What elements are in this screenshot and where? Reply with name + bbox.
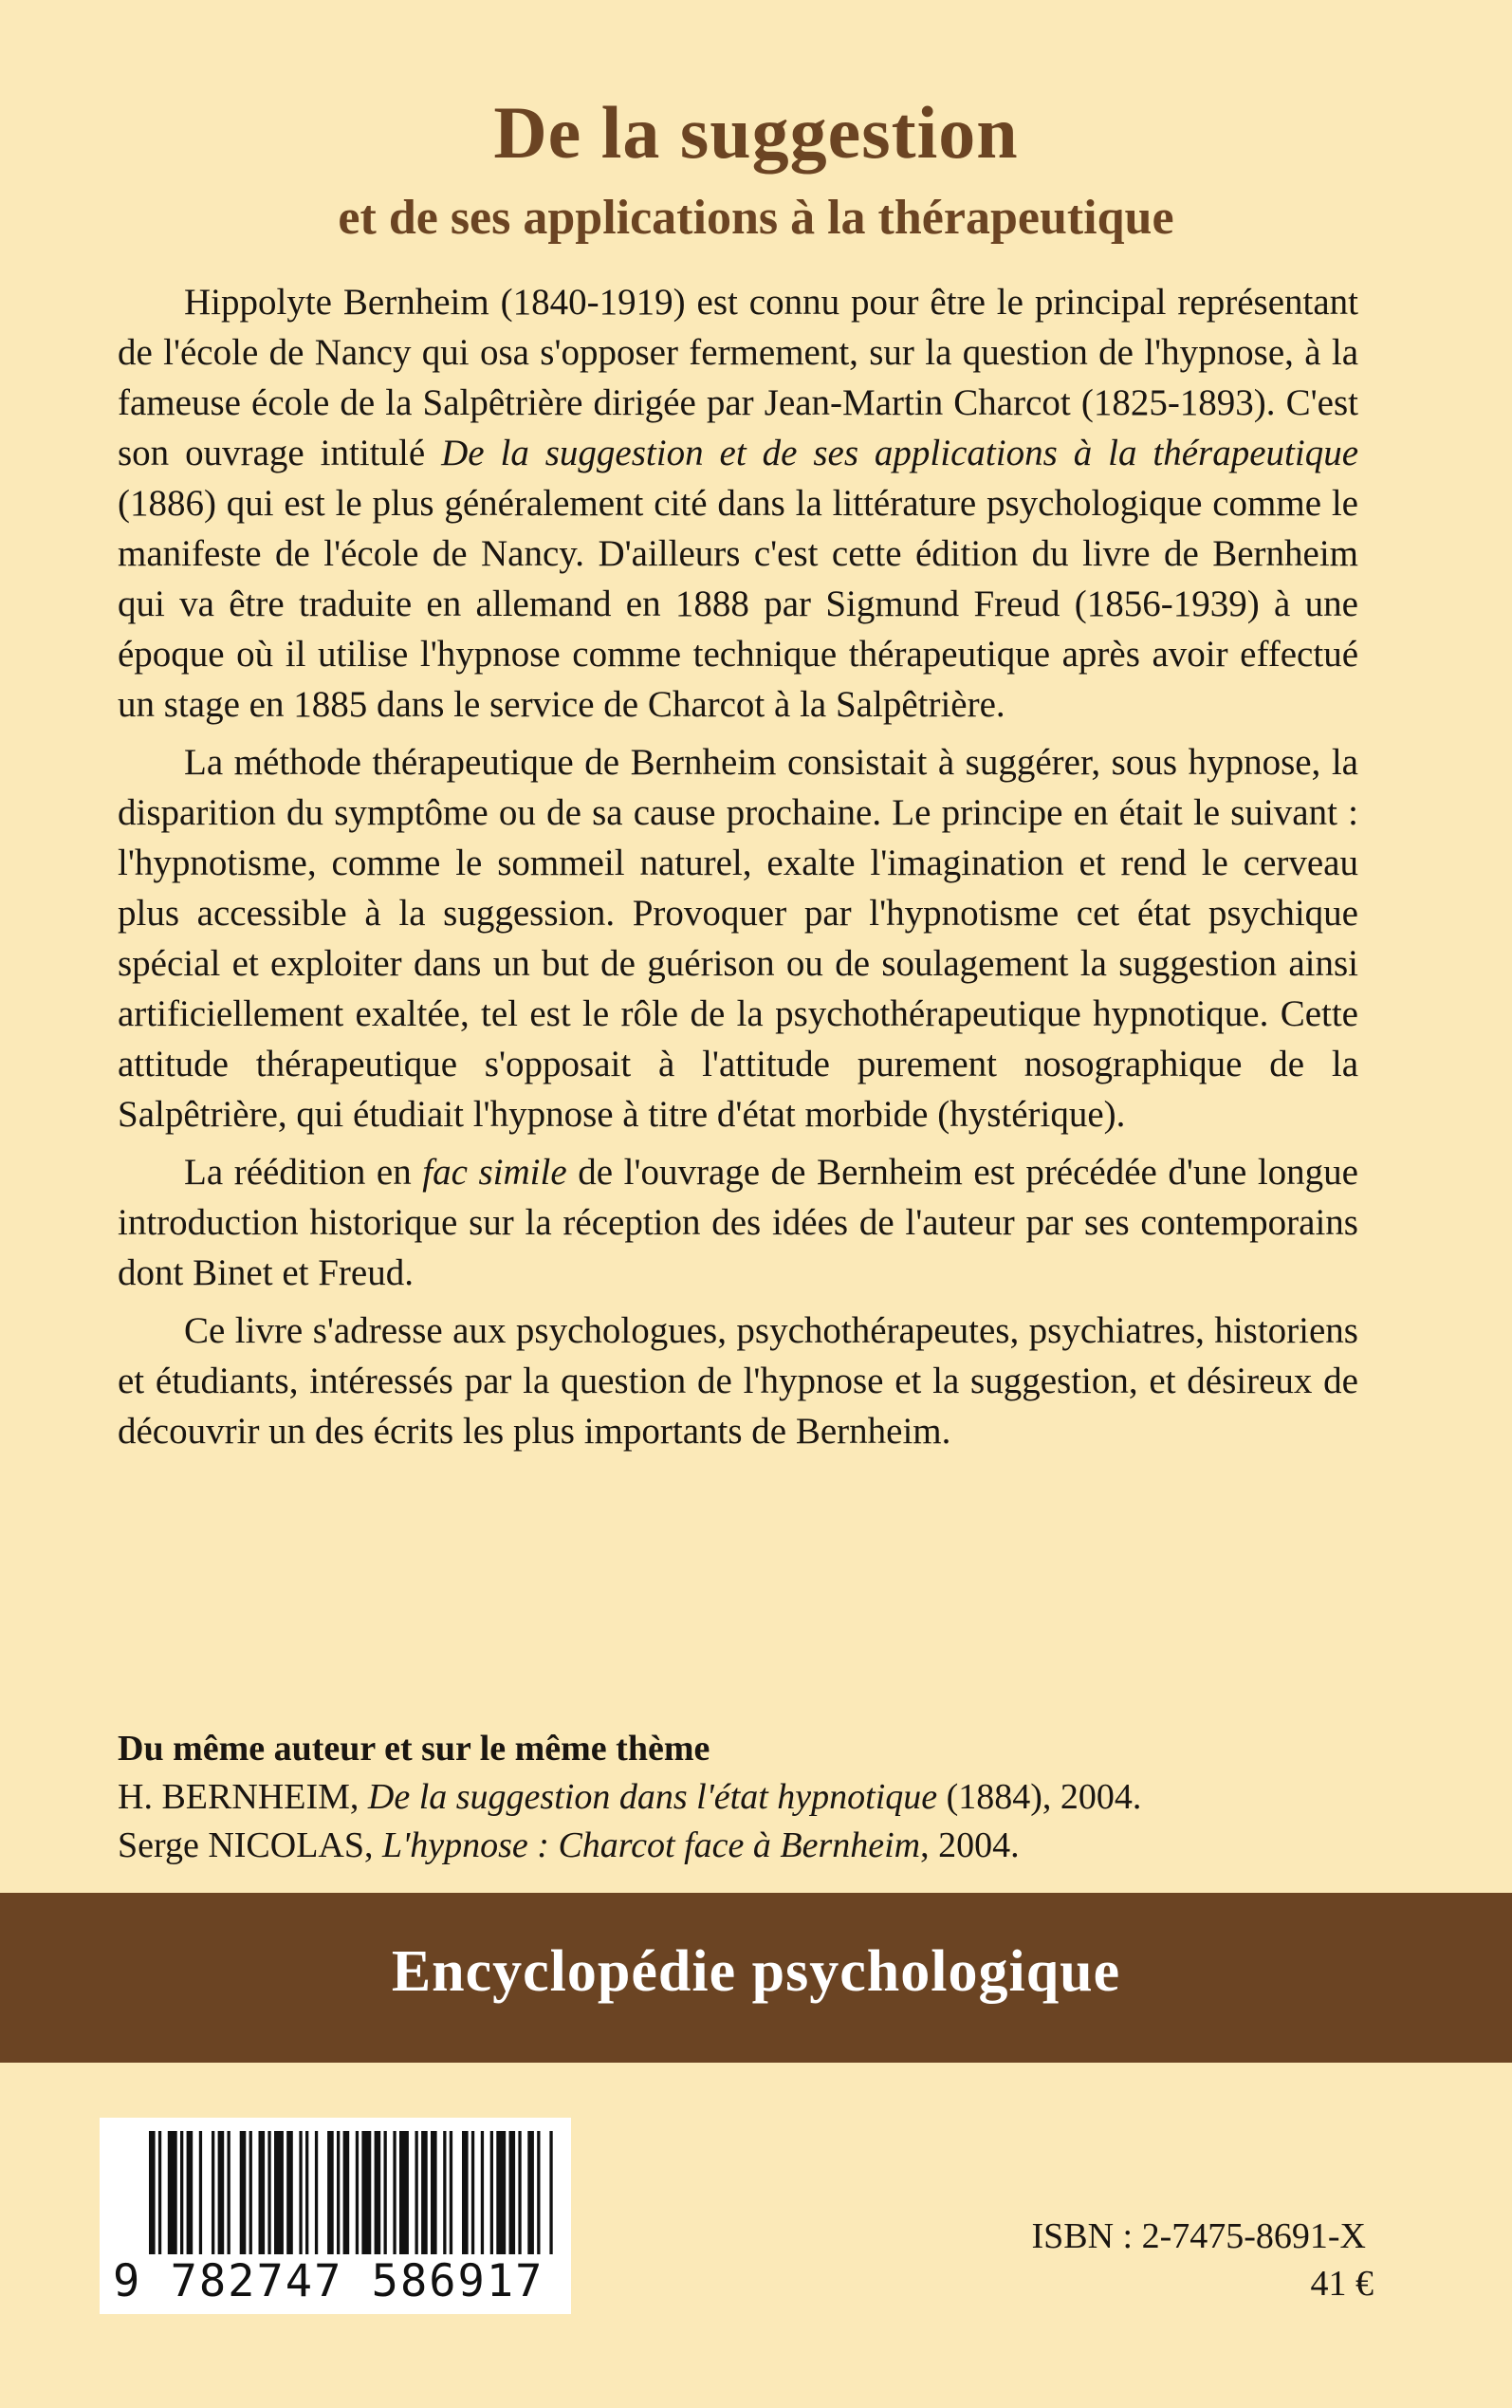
barcode-bar: [537, 2131, 540, 2254]
barcode-bar: [199, 2131, 202, 2254]
series-band: [0, 1893, 1512, 2063]
barcode-bar: [509, 2131, 516, 2254]
related-heading: Du même auteur et sur le même thème: [118, 1729, 710, 1769]
barcode-bar: [549, 2131, 552, 2254]
barcode-bar: [450, 2131, 452, 2254]
barcode-bar: [315, 2131, 318, 2254]
barcode-bar: [158, 2131, 161, 2254]
blurb-paragraph-4: Ce livre s'adresse aux psychologues, psychothérapeutes, psychiatres, historiens et étudiants, intéressés par la question de l'hypnose et la suggestion, et désireux de découvrir un des écrits les plus importants de Bernheim.: [118, 1310, 1358, 1452]
barcode-bar: [375, 2131, 381, 2254]
barcode-bar: [305, 2131, 308, 2254]
barcode-bar: [393, 2131, 396, 2254]
barcode-bar: [218, 2131, 225, 2254]
barcode-bar: [431, 2131, 437, 2254]
barcode-bar: [259, 2131, 266, 2254]
barcode-bar: [421, 2131, 428, 2254]
barcode-bar: [274, 2131, 284, 2254]
barcode-bar: [337, 2131, 340, 2254]
related-item: H. BERNHEIM, De la suggestion dans l'état hypnotique (1884), 2004.: [118, 1777, 1142, 1817]
barcode-bar: [415, 2131, 418, 2254]
barcode-bar: [149, 2131, 156, 2254]
barcode-bar: [212, 2131, 214, 2254]
blurb-paragraph-1: Hippolyte Bernheim (1840-1919) est connu pour être le principal représentant de l'école de Nancy qui osa s'opposer fermement, sur la question de l'hypnose, à la fameuse école de la Salpêtrière dirigée par Jean-Martin Charcot (1825-1893). C'est son ouvrage intitulé De la suggestion et de ses applications à la thérapeutique (1886) qui est le plus généralement cité dans la littérature psychologique comme le manifeste de l'école de Nancy. D'ailleurs c'est cette édition du livre de Bernheim qui va être traduite en allemand en 1888 par Sigmund Freud (1856-1939) à une époque où il utilise l'hypnose comme technique thérapeutique après avoir effectué un stage en 1885 dans le service de Charcot à la Salpêtrière.: [118, 282, 1359, 725]
blurb-paragraph-3: La réédition en fac simile de l'ouvrage de Bernheim est précédée d'une longue introduction historique sur la réception des idées de l'auteur par ses contemporains dont Binet et Freud.: [118, 1152, 1358, 1293]
barcode-bar: [361, 2131, 371, 2254]
blurb-paragraph-2: La méthode thérapeutique de Bernheim consistait à suggérer, sous hypnose, la disparition du symptôme ou de sa cause prochaine. Le principe en était le suivant : l'hypnotisme, comme le sommeil naturel, exalte l'imagination et rend le cerveau plus accessible à la suggession. Provoquer par l'hypnotisme cet état psychique spécial et exploiter dans un but de guérison ou de soulagement la suggestion ainsi artificiellement exaltée, tel est le rôle de la psychothérapeutique hypnotique. Cette attitude thérapeutique s'opposait à l'attitude purement nosographique de la Salpêtrière, qui étudiait l'hypnose à titre d'état morbide (hystérique).: [118, 742, 1358, 1135]
price: 41 €: [1310, 2264, 1374, 2304]
barcode: [100, 2118, 571, 2314]
barcode-bar: [180, 2131, 183, 2254]
barcode-bar: [399, 2131, 409, 2254]
barcode-bar: [443, 2131, 446, 2254]
barcode-bar: [267, 2131, 270, 2254]
barcode-bar: [249, 2131, 252, 2254]
blurb: [118, 277, 1358, 1456]
series-name: Encyclopédie psychologique: [391, 1939, 1121, 2004]
book-subtitle: et de ses applications à la thérapeutique: [338, 191, 1174, 245]
barcode-bar: [327, 2131, 334, 2254]
barcode-bar: [490, 2131, 493, 2254]
barcode-bar: [228, 2131, 230, 2254]
barcode-bar: [471, 2131, 474, 2254]
barcode-bar: [527, 2131, 534, 2254]
barcode-bar: [343, 2131, 350, 2254]
barcode-bar: [168, 2131, 177, 2254]
barcode-bar: [496, 2131, 506, 2254]
barcode-digits: 9 782747 586917: [113, 2255, 544, 2307]
barcode-bar: [462, 2131, 469, 2254]
barcode-bar: [299, 2131, 302, 2254]
isbn: ISBN : 2-7475-8691-X: [1031, 2216, 1366, 2256]
barcode-bar: [384, 2131, 387, 2254]
barcode-bar: [187, 2131, 194, 2254]
work-title: De la suggestion et de ses applications à la thérapeutique: [441, 433, 1359, 473]
related-works: [118, 1725, 1370, 1870]
barcode-bar: [356, 2131, 359, 2254]
related-item: Serge NICOLAS, L'hypnose : Charcot face à Bernheim, 2004.: [118, 1825, 1020, 1865]
barcode-bar: [518, 2131, 521, 2254]
barcode-bar: [286, 2131, 293, 2254]
book-title: De la suggestion: [493, 91, 1019, 174]
barcode-bar: [240, 2131, 247, 2254]
barcode-bar: [481, 2131, 484, 2254]
